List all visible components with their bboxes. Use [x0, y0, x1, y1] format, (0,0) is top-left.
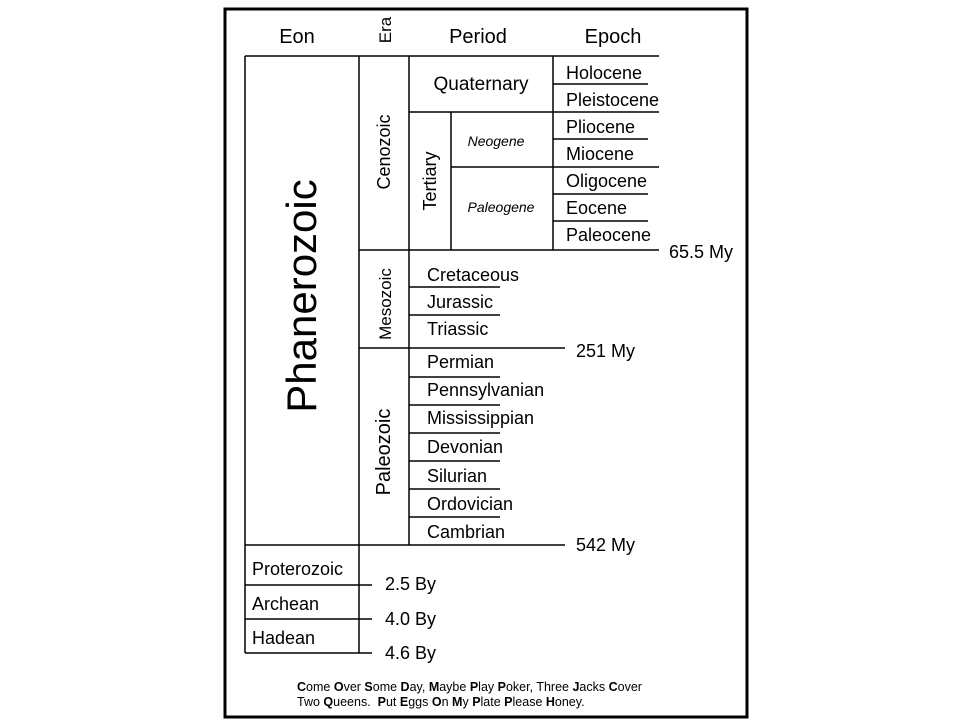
epoch-list	[553, 63, 659, 245]
eon-proterozoic: Proterozoic	[252, 559, 344, 579]
epoch-miocene: Miocene	[566, 144, 635, 164]
phanerozoic-block	[245, 56, 359, 545]
period-permian: Permian	[427, 352, 495, 372]
epoch-eocene: Eocene	[566, 198, 628, 218]
mnemonic-initial: S	[364, 680, 373, 694]
mnemonic-word-rest: oker, Three	[505, 680, 573, 694]
mnemonic-word-rest: ut	[385, 695, 400, 709]
period-tertiary: Tertiary	[420, 151, 440, 211]
period-paleogene: Paleogene	[467, 199, 535, 215]
eon-archean: Archean	[252, 594, 320, 614]
header-epoch: Epoch	[584, 26, 642, 48]
mesozoic-periods	[409, 265, 519, 339]
era-cenozoic: Cenozoic	[374, 114, 394, 190]
mnemonic-word-rest: ueens.	[333, 695, 378, 709]
header-era: Era	[376, 16, 395, 44]
mnemonic-word-rest: lease	[512, 695, 546, 709]
mnemonic-initial: O	[333, 680, 344, 694]
mnemonic-initial: H	[545, 695, 555, 709]
boundary-age-mesozoic: 251 My	[576, 341, 636, 361]
mnemonic-initial: P	[472, 695, 481, 709]
mnemonic-word-rest: ay,	[409, 680, 429, 694]
mnemonic-initial: D	[400, 680, 410, 694]
period-quaternary: Quaternary	[433, 74, 529, 95]
mnemonic-word-rest: acks	[579, 680, 609, 694]
mnemonic-word-rest: oney.	[554, 695, 585, 709]
mnemonic-initial: M	[452, 695, 463, 709]
era-paleozoic: Paleozoic	[373, 408, 395, 496]
mnemonic-word-rest: over	[617, 680, 642, 694]
mnemonic-word-rest: ome	[306, 680, 334, 694]
era-mesozoic: Mesozoic	[376, 268, 395, 340]
mnemonic-initial: J	[572, 680, 580, 694]
mnemonic-initial: P	[469, 680, 479, 694]
epoch-oligocene: Oligocene	[566, 171, 648, 191]
mnemonic-initial: C	[608, 680, 618, 694]
boundary-age-cenozoic: 65.5 My	[669, 242, 734, 262]
mnemonic-word-rest: ome	[372, 680, 401, 694]
mnemonic-word-rest: late	[480, 695, 505, 709]
mnemonic-word-rest: Two	[297, 695, 324, 709]
mnemonic-initial: Q	[323, 695, 334, 709]
period-mississippian: Mississippian	[427, 408, 535, 428]
period-silurian: Silurian	[427, 466, 488, 486]
header-eon: Eon	[279, 26, 315, 48]
mnemonic-line-2	[297, 695, 585, 709]
mnemonic-initial: P	[504, 695, 513, 709]
mnemonic-line-1	[297, 680, 642, 694]
epoch-pleistocene: Pleistocene	[566, 90, 660, 110]
mnemonic-word-rest: lay	[478, 680, 498, 694]
paleozoic-periods	[409, 352, 544, 542]
period-cretaceous: Cretaceous	[427, 265, 520, 285]
period-triassic: Triassic	[427, 319, 489, 339]
period-jurassic: Jurassic	[427, 292, 494, 312]
period-pennsylvanian: Pennsylvanian	[427, 380, 545, 400]
mnemonic-word-rest: aybe	[439, 680, 470, 694]
eon-phanerozoic: Phanerozoic	[278, 179, 325, 413]
header-period: Period	[449, 26, 507, 48]
mnemonic-initial: E	[399, 695, 409, 709]
mnemonic-initial: P	[497, 680, 506, 694]
period-ordovician: Ordovician	[427, 494, 514, 514]
boundary-age-proterozoic: 2.5 By	[385, 574, 437, 594]
mnemonic-word-rest: y	[462, 695, 473, 709]
mnemonic-initial: P	[377, 695, 386, 709]
boundary-age-archean: 4.0 By	[385, 609, 437, 629]
mnemonic-word-rest: ggs	[408, 695, 432, 709]
boundary-age-hadean: 4.6 By	[385, 643, 437, 663]
epoch-holocene: Holocene	[566, 63, 643, 83]
precambrian-eons	[245, 545, 436, 663]
mnemonic-initial: M	[428, 680, 440, 694]
epoch-paleocene: Paleocene	[566, 225, 652, 245]
period-devonian: Devonian	[427, 437, 504, 457]
period-cambrian: Cambrian	[427, 522, 506, 542]
eon-hadean: Hadean	[252, 628, 316, 648]
mnemonic-initial: C	[297, 680, 307, 694]
mnemonic-word-rest: ver	[343, 680, 365, 694]
period-neogene: Neogene	[467, 133, 525, 149]
mnemonic-word-rest: n	[441, 695, 453, 709]
mnemonic-initial: O	[431, 695, 442, 709]
boundary-age-paleozoic: 542 My	[576, 535, 636, 555]
epoch-pliocene: Pliocene	[566, 117, 636, 137]
